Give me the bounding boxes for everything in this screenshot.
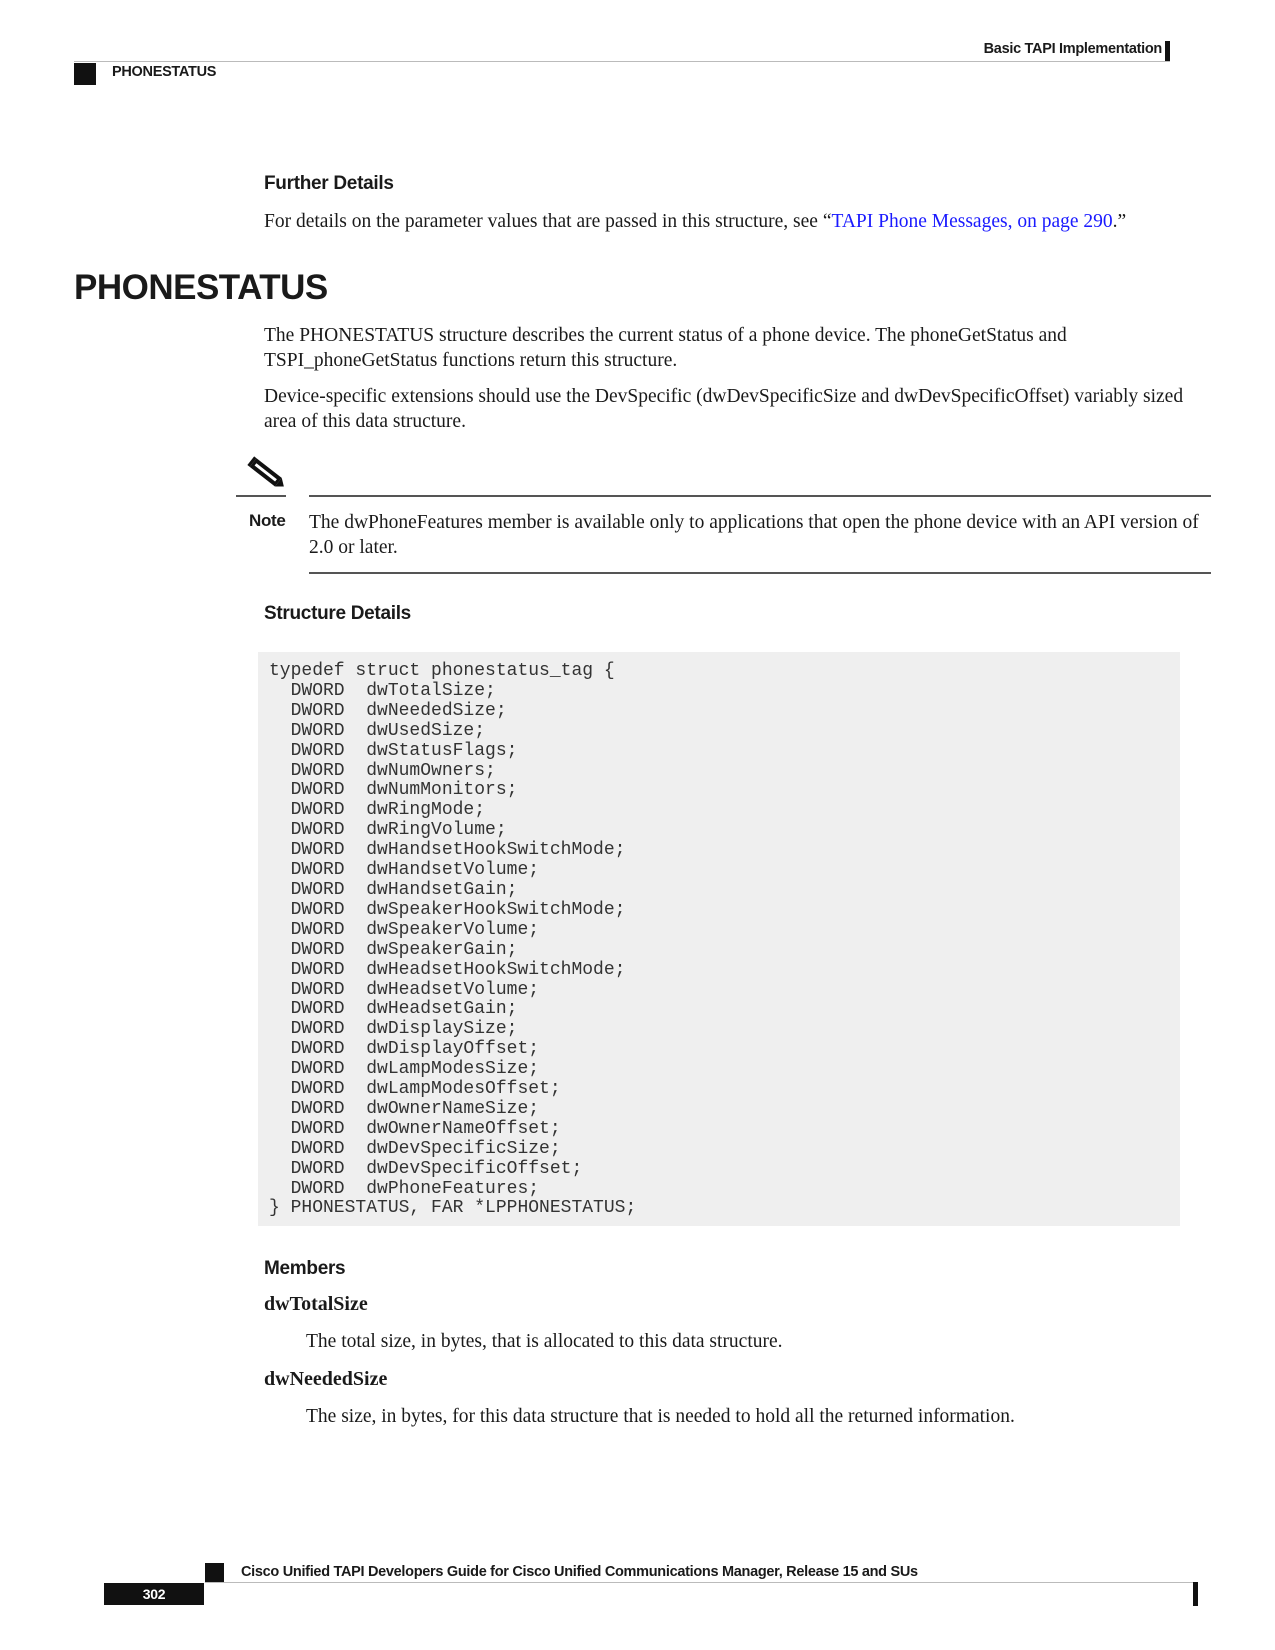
header-section-marker [74,63,96,85]
further-details-paragraph [264,209,1224,234]
page-number-box [104,1583,204,1605]
member-name: dwTotalSize [264,1293,368,1315]
note-rule-bottom [309,572,1211,574]
note-label: Note [249,511,286,530]
code-text: typedef struct phonestatus_tag { DWORD dwTotalSize; DWORD dwNeededSize; DWORD dwUsedSize; DWORD dwStatusFlags; DWORD dwNumOwners; DWORD dwNumMonitors; DWORD dwRingMode; DWORD dwRingVolume; DWORD dwHandsetHookSwitchMode; DWORD dwHandsetVolume; DWORD dwHandsetGain; DWORD dwSpeakerHookSwitchMode; DWORD dwSpeakerVolume; DWORD dwSpeakerGain; DWORD dwHeadsetHookSwitchMode; DWORD dwHeadsetVolume; DWORD dwHeadsetGain; DWORD dwDisplaySize; DWORD dwDisplayOffset; DWORD dwLampModesSize; DWORD dwLampModesOffset; DWORD dwOwnerNameSize; DWORD dwOwnerNameOffset; DWORD dwDevSpecificSize; DWORD dwDevSpecificOffset; DWORD dwPhoneFeatures; } PHONESTATUS, FAR *LPPHONESTATUS; [269,661,637,1219]
member-description: The size, in bytes, for this data structure that is needed to hold all the returned information. [306,1406,1015,1427]
members-heading: Members [264,1258,346,1279]
header-right-bar [1165,41,1170,61]
structure-details-heading: Structure Details [264,603,411,624]
further-details-text-end: .” [1112,211,1127,232]
header-chapter-title: Basic TAPI Implementation [983,41,1162,57]
footer-rule [205,1582,1198,1583]
member-name: dwNeededSize [264,1368,388,1390]
intro-paragraph-2: Device-specific extensions should use the DevSpecific (dwDevSpecificSize and dwDevSpecificOffset) variably sized area of this data structure. [264,386,1184,432]
pencil-note-icon [246,454,288,494]
further-details-heading: Further Details [264,173,394,194]
member-description: The total size, in bytes, that is allocated to this data structure. [306,1331,783,1352]
footer-marker [205,1563,224,1582]
further-details-text: For details on the parameter values that are passed in this structure, see “ [264,211,832,232]
section-title: PHONESTATUS [74,268,328,307]
code-block [258,652,1180,1226]
footer-right-bar [1193,1582,1198,1606]
note-text: The dwPhoneFeatures member is available only to applications that open the phone device with an API version of 2.0 or later. [309,512,1199,558]
page-number: 302 [142,1586,166,1602]
note-rule-top [309,495,1211,497]
note-rule-left [236,495,286,497]
header-rule [74,61,1170,62]
tapi-phone-messages-link[interactable]: TAPI Phone Messages, on page 290 [831,211,1113,232]
footer-book-title: Cisco Unified TAPI Developers Guide for Cisco Unified Communications Manager, Release 15 and SUs [241,1564,918,1580]
intro-paragraph-1: The PHONESTATUS structure describes the current status of a phone device. The phoneGetStatus and TSPI_phoneGetStatus functions return this structure. [264,325,1067,371]
header-section-title: PHONESTATUS [112,64,217,80]
